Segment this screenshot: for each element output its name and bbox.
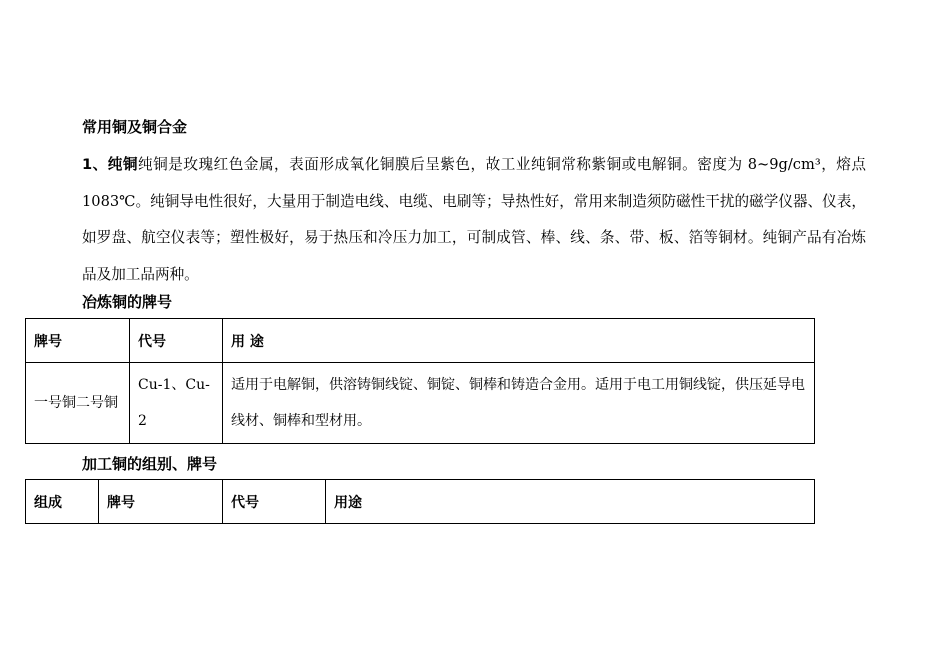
header-cell: 用 途 <box>223 319 815 363</box>
table-cell: Cu-1、Cu-2 <box>130 363 223 444</box>
table-row <box>26 363 815 444</box>
table2-caption: 加工铜的组别、牌号 <box>82 455 218 473</box>
table-cell: 一号铜二号铜 <box>26 363 130 444</box>
pure-copper-paragraph <box>82 147 866 293</box>
header-cell: 代号 <box>130 319 223 363</box>
table-cell: 适用于电解铜，供溶铸铜线锭、铜锭、铜棒和铸造合金用。适用于电工用铜线锭，供压延导电线材、铜棒和型材用。 <box>223 363 815 444</box>
table-header-row <box>26 319 815 363</box>
header-cell: 代号 <box>223 480 326 524</box>
section-text: 纯铜是玫瑰红色金属，表面形成氧化铜膜后呈紫色，故工业纯铜常称紫铜或电解铜。密度为 8~9g/cm³，熔点 1083℃。纯铜导电性很好，大量用于制造电线、电缆、电刷等；导热性好，常用来制造须防磁性干扰的磁学仪器、仪表，如罗盘、航空仪表等；塑性极好，易于热压和冷压力加工，可制成管、棒、线、条、带、板、箔等铜材。纯铜产品有冶炼品及加工品两种。 <box>82 156 867 283</box>
table-header-row <box>26 480 815 524</box>
processed-copper-table <box>25 479 815 524</box>
header-cell: 用途 <box>326 480 815 524</box>
table1-caption: 冶炼铜的牌号 <box>82 293 173 311</box>
smelted-copper-table <box>25 318 815 444</box>
header-cell: 牌号 <box>26 319 130 363</box>
section-lead: 1、纯铜 <box>82 156 139 173</box>
document-title: 常用铜及铜合金 <box>82 118 188 136</box>
header-cell: 牌号 <box>99 480 223 524</box>
header-cell: 组成 <box>26 480 99 524</box>
